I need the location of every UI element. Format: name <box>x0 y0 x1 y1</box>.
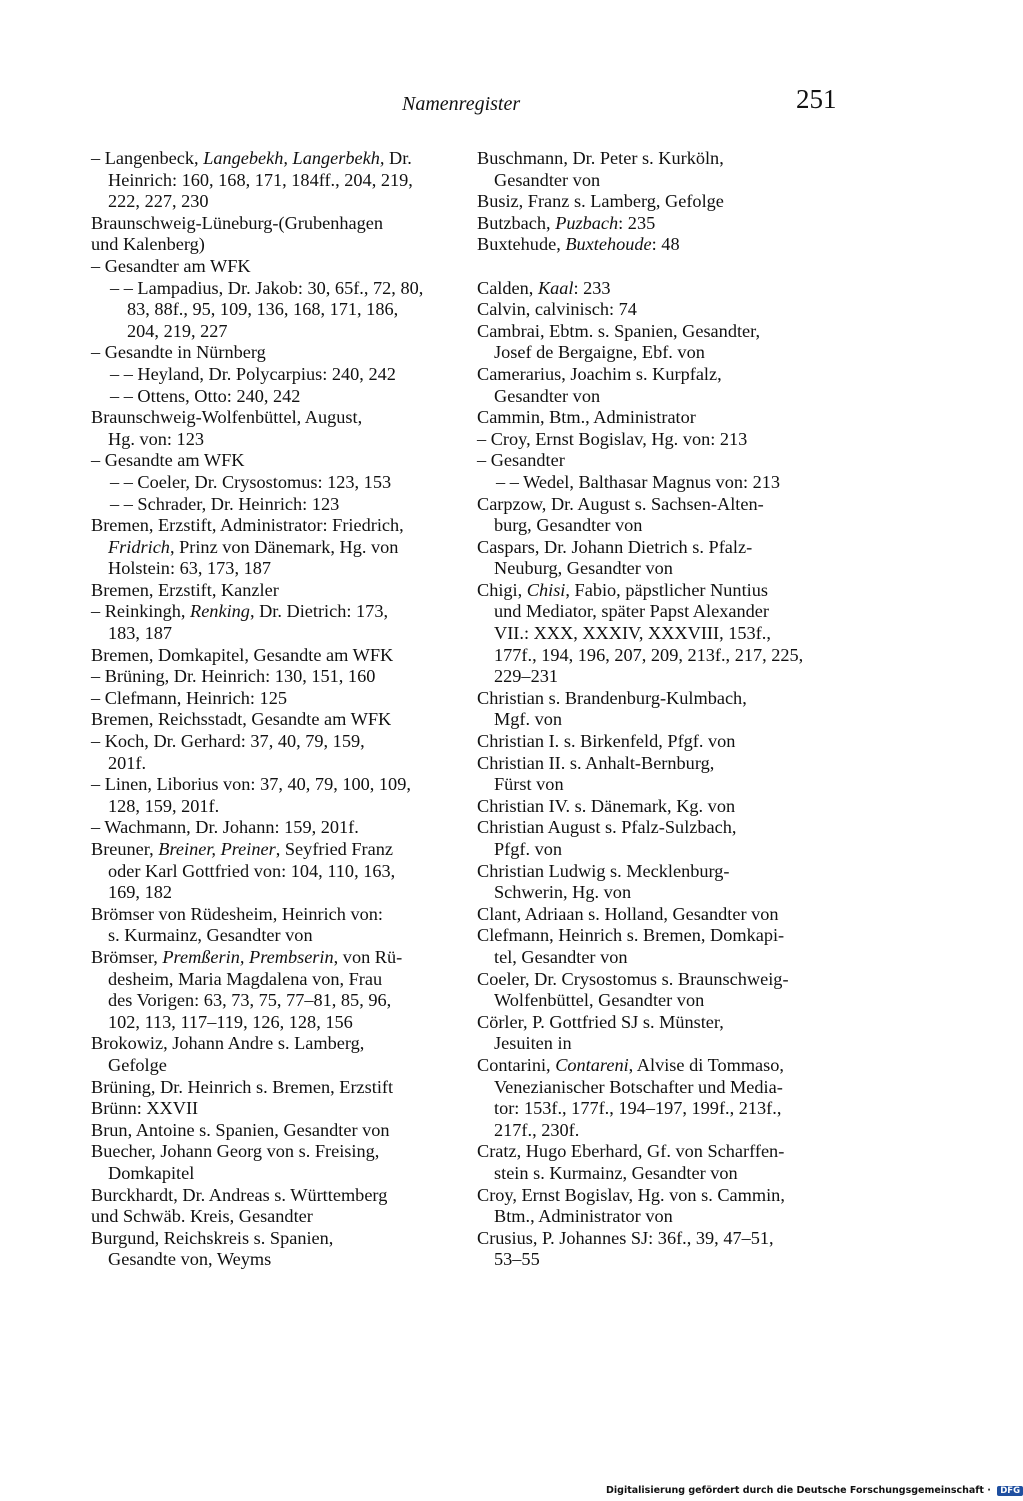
index-line: tor: 153f., 177f., 194–197, 199f., 213f., <box>494 1098 782 1119</box>
index-line: Christian Ludwig s. Mecklenburg- <box>477 860 730 881</box>
index-entry <box>91 256 459 278</box>
index-line: Buxtehude, Buxtehoude: 48 <box>477 234 680 255</box>
index-line: Buecher, Johann Georg von s. Freising, <box>91 1141 380 1162</box>
index-line: – Langenbeck, Langebekh, Langerbekh, Dr. <box>91 148 412 168</box>
index-line: Cratz, Hugo Eberhard, Gf. von Scharffen- <box>477 1141 785 1162</box>
index-line: Busiz, Franz s. Lamberg, Gefolge <box>477 191 724 212</box>
index-entry <box>91 601 459 644</box>
index-line: 201f. <box>108 752 147 773</box>
index-entry <box>91 666 459 688</box>
index-entry <box>91 1141 459 1184</box>
index-line: Venezianischer Botschafter und Media- <box>494 1076 783 1097</box>
index-entry <box>477 817 839 860</box>
index-entry <box>91 731 459 774</box>
index-line: Brömser, Premßerin, Prembserin, von Rü- <box>91 946 403 967</box>
index-line: Neuburg, Gesandter von <box>494 558 673 579</box>
index-entry <box>91 1228 459 1271</box>
index-entry <box>477 731 839 753</box>
index-line: – Clefmann, Heinrich: 125 <box>91 687 287 708</box>
index-line: Bremen, Domkapitel, Gesandte am WFK <box>91 644 394 665</box>
index-line: Gesandter von <box>494 385 601 406</box>
index-entry <box>91 1120 459 1142</box>
index-line: 183, 187 <box>108 623 172 644</box>
index-entry <box>477 1185 839 1228</box>
index-line: oder Karl Gottfried von: 104, 110, 163, <box>108 860 396 881</box>
index-line: – – Lampadius, Dr. Jakob: 30, 65f., 72, 80, <box>110 277 424 298</box>
index-entry <box>91 645 459 667</box>
index-line: – – Coeler, Dr. Crysostomus: 123, 153 <box>110 471 392 492</box>
index-entry <box>477 1228 839 1271</box>
index-line: Coeler, Dr. Crysostomus s. Braunschweig- <box>477 968 789 989</box>
index-entry <box>91 904 459 947</box>
index-line: Wolfenbüttel, Gesandter von <box>494 990 705 1011</box>
index-entry <box>477 1141 839 1184</box>
index-line: und Kalenberg) <box>91 234 205 255</box>
index-entry <box>91 450 459 472</box>
index-line: Pfgf. von <box>494 839 563 859</box>
index-entry <box>477 278 839 300</box>
index-entry <box>477 753 839 796</box>
index-entry <box>477 450 839 472</box>
index-line: Braunschweig-Wolfenbüttel, August, <box>91 407 363 428</box>
index-line: Braunschweig-Lüneburg-(Grubenhagen <box>91 212 384 233</box>
index-entry <box>477 191 839 213</box>
index-line: – Linen, Liborius von: 37, 40, 79, 100, 109, <box>91 774 411 795</box>
index-line: Domkapitel <box>108 1162 195 1183</box>
index-line: Christian IV. s. Dänemark, Kg. von <box>477 795 736 816</box>
index-line: Caspars, Dr. Johann Dietrich s. Pfalz- <box>477 536 753 557</box>
index-line: Crusius, P. Johannes SJ: 36f., 39, 47–51, <box>477 1227 774 1248</box>
index-line: Brüning, Dr. Heinrich s. Bremen, Erzstift <box>91 1076 394 1097</box>
index-entry <box>91 1077 459 1099</box>
index-line: Fridrich, Prinz von Dänemark, Hg. von <box>108 536 399 557</box>
index-line: Calden, Kaal: 233 <box>477 277 611 298</box>
variant-spelling: Puzbach <box>555 212 619 233</box>
variant-spelling: Langebekh, Langerbekh, <box>203 148 385 168</box>
index-line: – Gesandter <box>477 450 565 471</box>
index-line: Carpzow, Dr. August s. Sachsen-Alten- <box>477 493 764 514</box>
index-entry <box>477 472 839 494</box>
index-line: – – Wedel, Balthasar Magnus von: 213 <box>496 471 781 492</box>
variant-spelling: Chisi <box>526 579 566 600</box>
index-entry <box>91 817 459 839</box>
index-line: Brun, Antoine s. Spanien, Gesandter von <box>91 1119 390 1140</box>
index-line: Burgund, Reichskreis s. Spanien, <box>91 1227 334 1248</box>
index-line: Holstein: 63, 173, 187 <box>108 558 272 579</box>
index-line: Clefmann, Heinrich s. Bremen, Domkapi- <box>477 925 785 946</box>
index-line: 204, 219, 227 <box>127 320 228 341</box>
index-entry <box>91 947 459 1033</box>
index-line: stein s. Kurmainz, Gesandter von <box>494 1162 738 1183</box>
index-line: Burckhardt, Dr. Andreas s. Württemberg <box>91 1184 388 1205</box>
variant-spelling: Premßerin, Prembserin <box>162 946 334 967</box>
variant-spelling: Renking <box>190 601 250 622</box>
index-line: – Wachmann, Dr. Johann: 159, 201f. <box>91 817 359 838</box>
index-line: – – Heyland, Dr. Polycarpius: 240, 242 <box>110 363 396 384</box>
page-number: 251 <box>796 84 837 114</box>
index-entry <box>477 1012 839 1055</box>
index-line: Butzbach, Puzbach: 235 <box>477 212 656 233</box>
section-gap <box>477 256 839 278</box>
index-line: Schwerin, Hg. von <box>494 882 632 903</box>
index-column-right <box>477 148 839 1271</box>
index-line: Clant, Adriaan s. Holland, Gesandter von <box>477 903 779 924</box>
index-line: – – Ottens, Otto: 240, 242 <box>110 385 301 406</box>
index-line: Christian II. s. Anhalt-Bernburg, <box>477 752 715 773</box>
index-line: und Schwäb. Kreis, Gesandter <box>91 1206 313 1227</box>
index-line: Gesandter von <box>494 169 601 190</box>
index-line: Hg. von: 123 <box>108 428 204 449</box>
index-line: Cammin, Btm., Administrator <box>477 407 696 428</box>
index-entry <box>477 299 839 321</box>
index-entry <box>91 386 459 408</box>
index-entry <box>477 494 839 537</box>
index-line: 128, 159, 201f. <box>108 795 220 816</box>
index-line: – – Schrader, Dr. Heinrich: 123 <box>110 493 340 514</box>
index-entry <box>91 580 459 602</box>
index-line: Breuner, Breiner, Preiner, Seyfried Franz <box>91 839 394 859</box>
index-entry <box>477 861 839 904</box>
index-column-left <box>91 148 459 1271</box>
index-entry <box>91 515 459 580</box>
index-entry <box>477 537 839 580</box>
index-entry <box>91 278 459 343</box>
index-line: Fürst von <box>494 774 564 795</box>
index-entry <box>91 364 459 386</box>
index-entry <box>91 688 459 710</box>
index-line: Btm., Administrator von <box>494 1206 673 1227</box>
index-line: Gesandte von, Weyms <box>108 1249 272 1270</box>
index-line: Josef de Bergaigne, Ebf. von <box>494 342 705 363</box>
index-line: Camerarius, Joachim s. Kurpfalz, <box>477 363 722 384</box>
index-line: VII.: XXX, XXXIV, XXXVIII, 153f., <box>494 623 771 644</box>
variant-spelling: Buxtehoude <box>565 234 652 255</box>
index-line: Chigi, Chisi, Fabio, päpstlicher Nuntius <box>477 579 768 600</box>
index-entry <box>91 774 459 817</box>
index-line: Christian s. Brandenburg-Kulmbach, <box>477 687 747 708</box>
index-line: Christian I. s. Birkenfeld, Pfgf. von <box>477 731 736 752</box>
index-line: 169, 182 <box>108 882 172 903</box>
index-entry <box>91 1033 459 1076</box>
index-entry <box>477 364 839 407</box>
index-line: Christian August s. Pfalz-Sulzbach, <box>477 817 737 838</box>
index-line: Mgf. von <box>494 709 563 730</box>
index-line: – Croy, Ernst Bogislav, Hg. von: 213 <box>477 428 748 449</box>
index-entry <box>477 321 839 364</box>
index-line: 217f., 230f. <box>494 1119 580 1140</box>
index-line: 222, 227, 230 <box>108 191 209 212</box>
index-line: 53–55 <box>494 1249 540 1270</box>
index-line: Bremen, Erzstift, Administrator: Friedrich, <box>91 515 404 536</box>
index-entry <box>477 904 839 926</box>
variant-spelling: Breiner, Preiner <box>158 839 276 859</box>
index-line: Brokowiz, Johann Andre s. Lamberg, <box>91 1033 365 1054</box>
index-line: 102, 113, 117–119, 126, 128, 156 <box>108 1011 353 1032</box>
index-line: desheim, Maria Magdalena von, Frau <box>108 968 383 989</box>
index-line: 83, 88f., 95, 109, 136, 168, 171, 186, <box>127 299 399 320</box>
index-entry <box>477 407 839 429</box>
index-line: Brünn: XXVII <box>91 1098 199 1119</box>
index-entry <box>91 494 459 516</box>
index-line: Contarini, Contareni, Alvise di Tommaso, <box>477 1054 784 1075</box>
index-line: – Reinkingh, Renking, Dr. Dietrich: 173, <box>91 601 389 622</box>
index-line: 177f., 194, 196, 207, 209, 213f., 217, 225, <box>494 644 804 665</box>
index-line: s. Kurmainz, Gesandter von <box>108 925 313 946</box>
index-entry <box>91 839 459 904</box>
index-line: und Mediator, später Papst Alexander <box>494 601 769 622</box>
index-line: – Gesandter am WFK <box>91 255 251 276</box>
index-entry <box>91 342 459 364</box>
index-entry <box>477 688 839 731</box>
variant-spelling: Fridrich <box>108 536 170 557</box>
index-line: Buschmann, Dr. Peter s. Kurköln, <box>477 148 724 168</box>
index-entry <box>477 234 839 256</box>
index-line: – Gesandte am WFK <box>91 450 245 471</box>
index-line: Jesuiten in <box>494 1033 572 1054</box>
variant-spelling: Contareni <box>555 1054 629 1075</box>
variant-spelling: Kaal <box>537 277 574 298</box>
index-entry <box>91 1185 459 1228</box>
index-line: – Koch, Dr. Gerhard: 37, 40, 79, 159, <box>91 731 365 752</box>
footer-text: Digitalisierung gefördert durch die Deutsche Forschungsgemeinschaft <box>606 1485 984 1496</box>
index-line: Bremen, Reichsstadt, Gesandte am WFK <box>91 709 392 730</box>
index-entry <box>477 796 839 818</box>
footer-credit: Digitalisierung gefördert durch die Deutsche Forschungsgemeinschaft · DFG <box>606 1485 1023 1496</box>
running-header: Namenregister <box>402 93 521 115</box>
index-entry <box>477 148 839 191</box>
index-entry <box>91 1098 459 1120</box>
index-entry <box>477 969 839 1012</box>
dfg-logo: DFG <box>997 1486 1023 1496</box>
index-entry <box>477 429 839 451</box>
index-entry <box>477 213 839 235</box>
index-line: tel, Gesandter von <box>494 946 628 967</box>
index-entry <box>477 580 839 688</box>
index-entry <box>91 148 459 213</box>
index-line: – Gesandte in Nürnberg <box>91 342 266 363</box>
index-entry <box>91 472 459 494</box>
index-line: Brömser von Rüdesheim, Heinrich von: <box>91 903 383 924</box>
index-entry <box>477 1055 839 1141</box>
index-entry <box>91 407 459 450</box>
index-line: Cörler, P. Gottfried SJ s. Münster, <box>477 1011 724 1032</box>
index-line: Heinrich: 160, 168, 171, 184ff., 204, 219, <box>108 169 413 190</box>
index-line: – Brüning, Dr. Heinrich: 130, 151, 160 <box>91 666 376 687</box>
index-line: des Vorigen: 63, 73, 75, 77–81, 85, 96, <box>108 990 392 1011</box>
index-line: Calvin, calvinisch: 74 <box>477 299 637 320</box>
index-line: Bremen, Erzstift, Kanzler <box>91 579 279 600</box>
index-line: burg, Gesandter von <box>494 515 643 536</box>
index-line: 229–231 <box>494 666 558 687</box>
index-line: Croy, Ernst Bogislav, Hg. von s. Cammin, <box>477 1184 785 1205</box>
index-entry <box>91 709 459 731</box>
index-line: Cambrai, Ebtm. s. Spanien, Gesandter, <box>477 320 761 341</box>
index-line: Gefolge <box>108 1054 167 1075</box>
index-entry <box>477 925 839 968</box>
index-entry <box>91 213 459 256</box>
